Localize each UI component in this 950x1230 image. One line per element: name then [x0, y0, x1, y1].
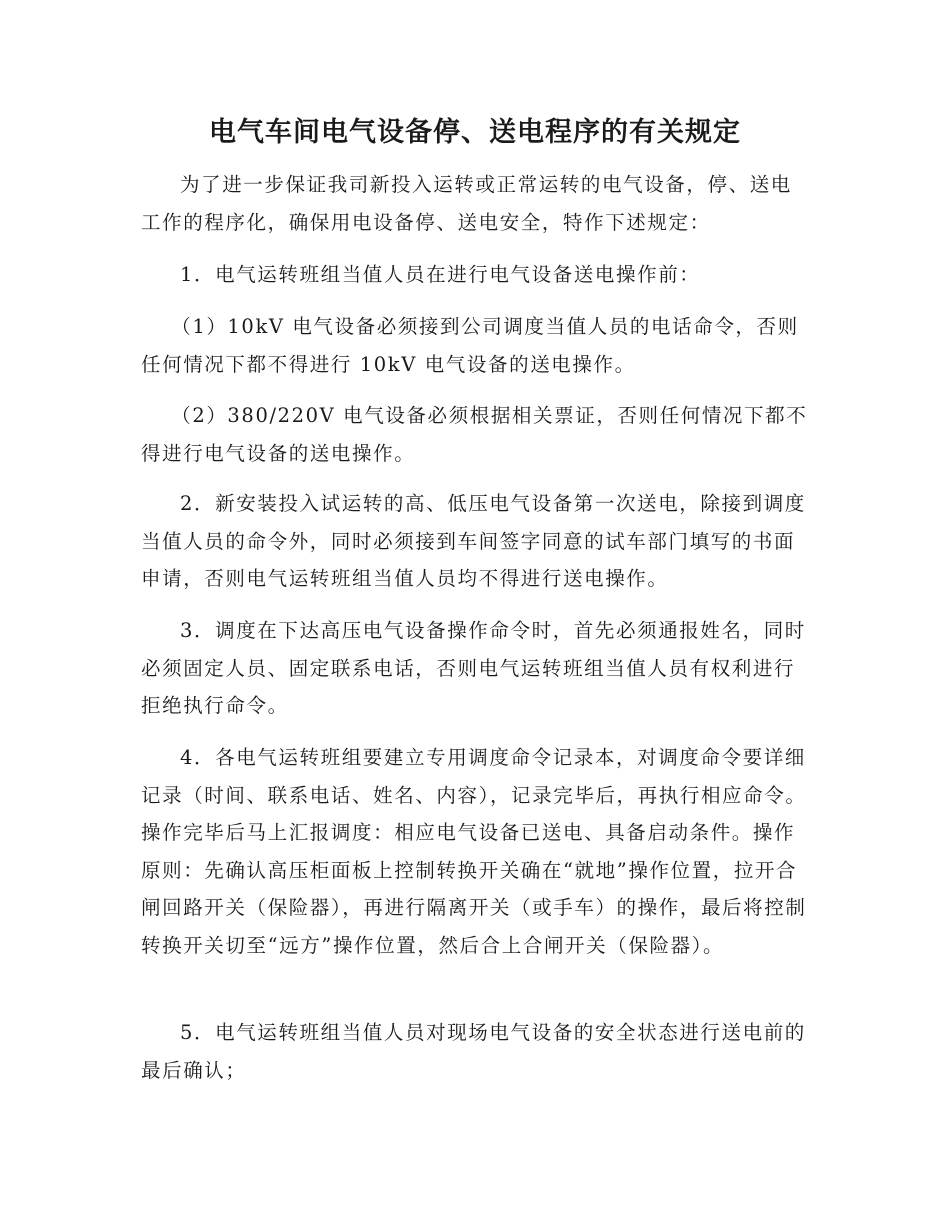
document-title: 电气车间电气设备停、送电程序的有关规定	[209, 117, 741, 148]
item-5-paragraph: 5．电气运转班组当值人员对现场电气设备的安全状态进行送电前的最后确认；	[141, 1021, 806, 1082]
item-1-sub-2-paragraph: （2）380/220V 电气设备必须根据相关票证，否则任何情况下都不得进行电气设备的送电操作。	[141, 404, 808, 465]
intro-paragraph: 为了进一步保证我司新投入运转或正常运转的电气设备，停、送电工作的程序化，确保用电设备停、送电安全，特作下述规定：	[141, 173, 792, 234]
item-2-paragraph: 2．新安装投入试运转的高、低压电气设备第一次送电，除接到调度当值人员的命令外，同时必须接到车间签字同意的试车部门填写的书面申请，否则电气运转班组当值人员均不得进行送电操作。	[141, 492, 806, 590]
item-3-paragraph: 3．调度在下达高压电气设备操作命令时，首先必须通报姓名，同时必须固定人员、固定联系电话，否则电气运转班组当值人员有权利进行拒绝执行命令。	[141, 619, 806, 717]
item-1-sub-1-paragraph: （1）10kV 电气设备必须接到公司调度当值人员的电话命令，否则任何情况下都不得进行 10kV 电气设备的送电操作。	[141, 315, 799, 376]
item-1-paragraph: 1．电气运转班组当值人员在进行电气设备送电操作前：	[180, 263, 701, 286]
item-4-paragraph: 4．各电气运转班组要建立专用调度命令记录本，对调度命令要详细记录（时间、联系电话、姓名、内容），记录完毕后，再执行相应命令。操作完毕后马上汇报调度：相应电气设备已送电、具备启动条件。操作原则：先确认高压柜面板上控制转换开关确在“就地”操作位置，拉开合闸回路开关（保险器），再进行隔离开关（或手车）的操作，最后将控制转换开关切至“远方”操作位置，然后合上合闸开关（保险器）。	[141, 746, 807, 957]
